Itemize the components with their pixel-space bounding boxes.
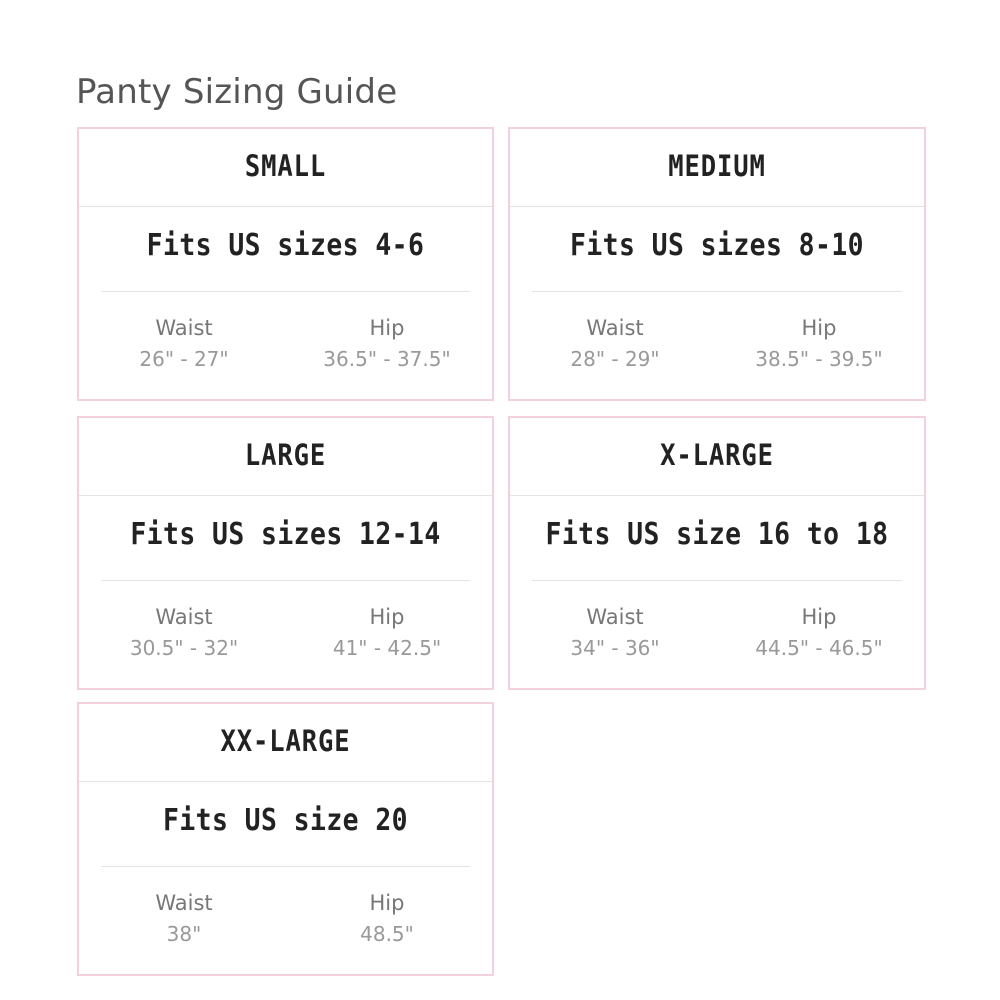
waist-measurement <box>530 602 700 664</box>
waist-label: Waist <box>586 605 644 629</box>
waist-measurement <box>530 313 700 375</box>
waist-value: 26" - 27" <box>139 347 229 371</box>
size-card-x-large <box>508 416 926 690</box>
hip-value: 44.5" - 46.5" <box>755 636 883 660</box>
divider <box>79 206 492 207</box>
waist-measurement <box>99 313 269 375</box>
hip-value: 41" - 42.5" <box>332 636 442 660</box>
divider <box>510 495 924 496</box>
size-name: XX-LARGE <box>220 724 351 758</box>
size-name: LARGE <box>244 438 327 472</box>
size-fit: Fits US sizes 4-6 <box>146 228 425 263</box>
hip-label: Hip <box>801 605 837 629</box>
divider <box>79 495 492 496</box>
hip-label: Hip <box>369 316 405 340</box>
size-card-small <box>77 127 494 401</box>
waist-label: Waist <box>155 316 213 340</box>
size-card-medium <box>508 127 926 401</box>
hip-measurement <box>734 602 904 664</box>
divider <box>101 580 470 581</box>
waist-label: Waist <box>155 605 213 629</box>
size-fit: Fits US sizes 12-14 <box>130 517 441 552</box>
size-fit: Fits US sizes 8-10 <box>569 228 865 263</box>
hip-label: Hip <box>369 891 405 915</box>
size-card-large <box>77 416 494 690</box>
divider <box>101 291 470 292</box>
hip-measurement <box>302 313 472 375</box>
hip-measurement <box>302 602 472 664</box>
size-fit: Fits US size 16 to 18 <box>545 517 889 552</box>
page-title: Panty Sizing Guide <box>76 72 398 112</box>
size-name: X-LARGE <box>660 438 774 472</box>
size-name: MEDIUM <box>668 149 766 183</box>
size-card-xx-large <box>77 702 494 976</box>
waist-measurement <box>99 888 269 950</box>
divider <box>532 291 902 292</box>
waist-value: 30.5" - 32" <box>129 636 239 660</box>
hip-value: 36.5" - 37.5" <box>323 347 451 371</box>
hip-value: 38.5" - 39.5" <box>755 347 883 371</box>
waist-label: Waist <box>586 316 644 340</box>
waist-value: 38" <box>166 922 202 946</box>
size-fit: Fits US size 20 <box>162 803 409 838</box>
hip-measurement <box>734 313 904 375</box>
size-name: SMALL <box>244 149 327 183</box>
hip-label: Hip <box>369 605 405 629</box>
waist-measurement <box>99 602 269 664</box>
waist-value: 34" - 36" <box>570 636 660 660</box>
hip-value: 48.5" <box>360 922 414 946</box>
divider <box>101 866 470 867</box>
divider <box>79 781 492 782</box>
waist-label: Waist <box>155 891 213 915</box>
divider <box>532 580 902 581</box>
hip-measurement <box>302 888 472 950</box>
waist-value: 28" - 29" <box>570 347 660 371</box>
divider <box>510 206 924 207</box>
hip-label: Hip <box>801 316 837 340</box>
